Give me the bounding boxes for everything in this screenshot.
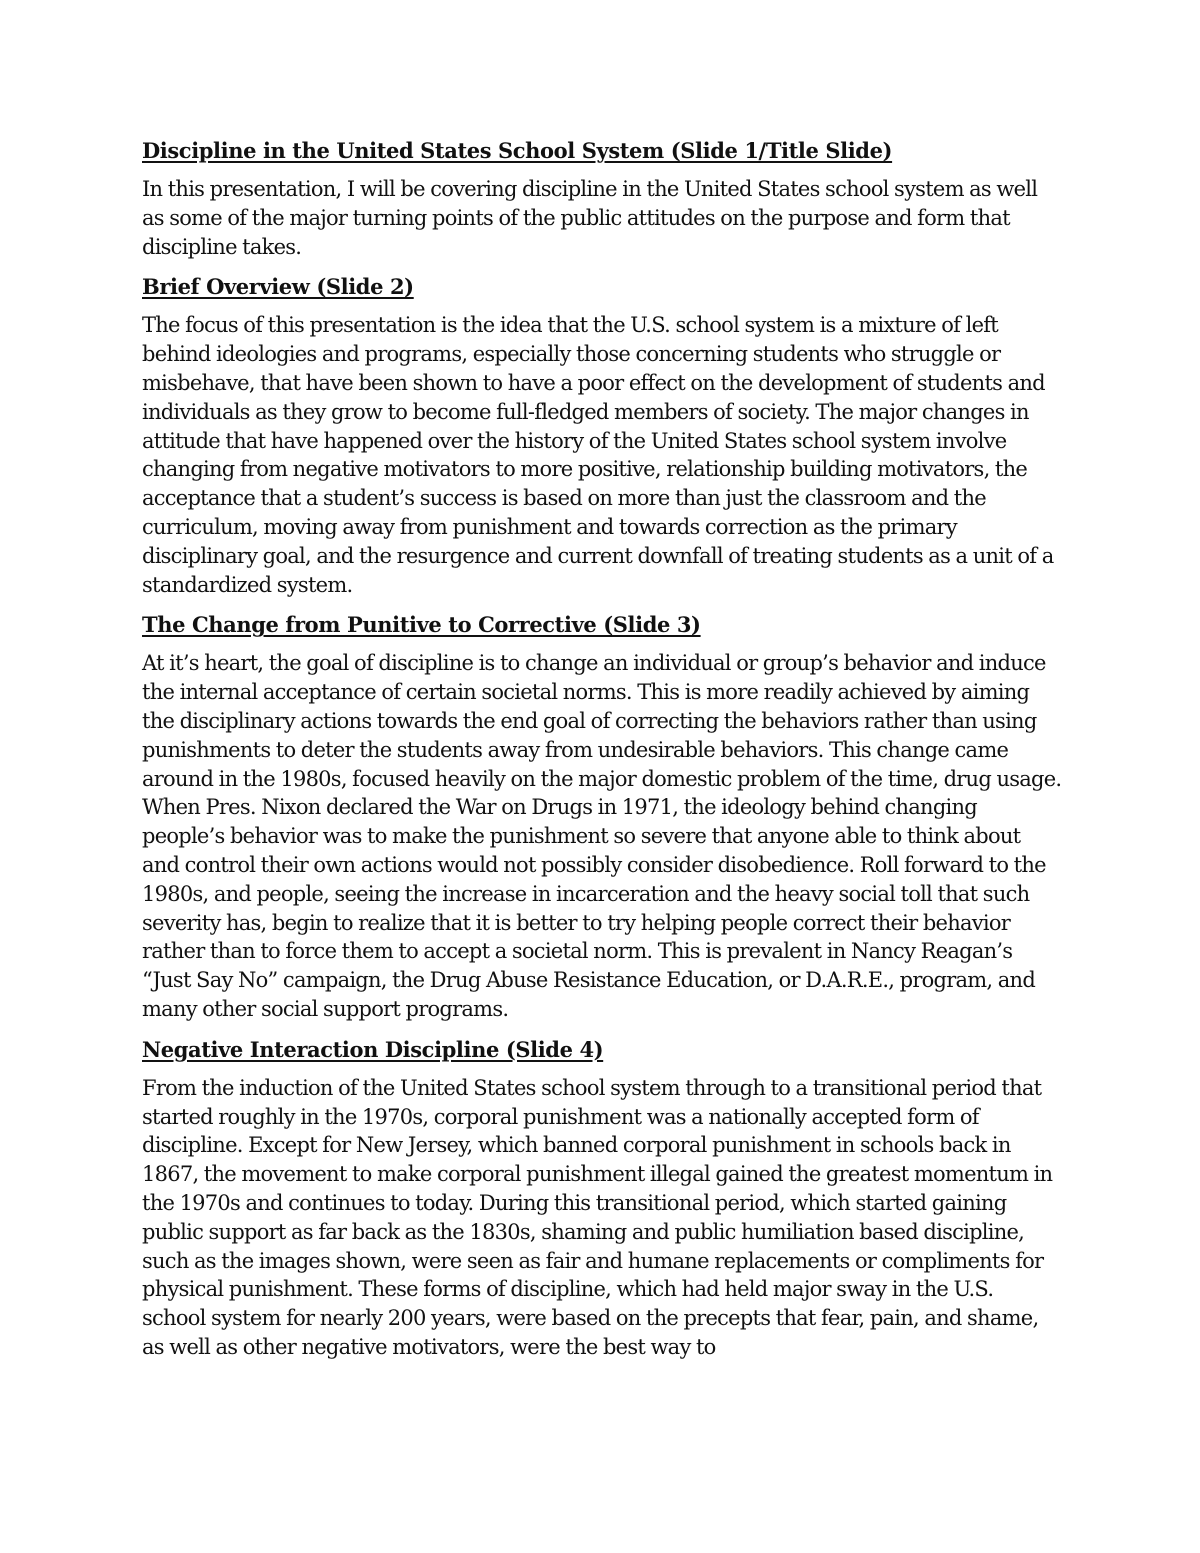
section-paragraph: From the induction of the United States school system through to a transitional period that started roughly in the 1970s, corporal punishment was a nationally accepted form of discipline. Except for New Jersey, which banned corporal punishment in schools back in 1867, the movement to make corporal punishment illegal gained the greatest momentum in the 1970s and continues to today. During this transitional period, which started gaining public support as far back as the 1830s, shaming and public humiliation based discipline, such as the images shown, were seen as fair and humane replacements or compliments for physical punishment. These forms of discipline, which had held major sway in the U.S. school system for nearly 200 years, were based on the precepts that fear, pain, and shame, as well as other negative motivators, were the best way to	[142, 1075, 1053, 1359]
section-paragraph: The focus of this presentation is the idea that the U.S. school system is a mixture of left behind ideologies and programs, especially those concerning students who struggle or misbehave, that have been shown to have a poor effect on the development of students and individuals as they grow to become full-fledged members of society. The major changes in attitude that have happened over the history of the United States school system involve changing from negative motivators to more positive, relationship building motivators, the acceptance that a student’s success is based on more than just the classroom and the curriculum, moving away from punishment and towards correction as the primary disciplinary goal, and the resurgence and current downfall of treating students as a unit of a standardized system.	[142, 313, 1054, 597]
section-punitive-to-corrective	[142, 610, 1062, 1023]
section-title-slide	[142, 136, 1062, 261]
section-heading: Negative Interaction Discipline (Slide 4)	[142, 1036, 604, 1062]
section-paragraph: At it’s heart, the goal of discipline is to change an individual or group’s behavior and induce the internal acceptance of certain societal norms. This is more readily achieved by aiming the disciplinary actions towards the end goal of correcting the behaviors rather than using punishments to deter the students away from undesirable behaviors. This change came around in the 1980s, focused heavily on the major domestic problem of the time, drug usage. When Pres. Nixon declared the War on Drugs in 1971, the ideology behind changing people’s behavior was to make the punishment so severe that anyone able to think about and control their own actions would not possibly consider disobedience. Roll forward to the 1980s, and people, seeing the increase in incarceration and the heavy social toll that such severity has, begin to realize that it is better to try helping people correct their behavior rather than to force them to accept a societal norm. This is prevalent in Nancy Reagan’s “Just Say No” campaign, the Drug Abuse Resistance Education, or D.A.R.E., program, and many other social support programs.	[142, 651, 1062, 1021]
section-paragraph: In this presentation, I will be covering discipline in the United States school system as well as some of the major turning points of the public attitudes on the purpose and form that discipline takes.	[142, 177, 1038, 259]
section-heading: Discipline in the United States School System (Slide 1/Title Slide)	[142, 138, 893, 163]
document-page	[142, 136, 1062, 1373]
section-brief-overview	[142, 272, 1062, 599]
section-heading: The Change from Punitive to Corrective (Slide 3)	[142, 612, 701, 638]
section-negative-interaction	[142, 1035, 1062, 1362]
section-heading: Brief Overview (Slide 2)	[142, 274, 414, 300]
